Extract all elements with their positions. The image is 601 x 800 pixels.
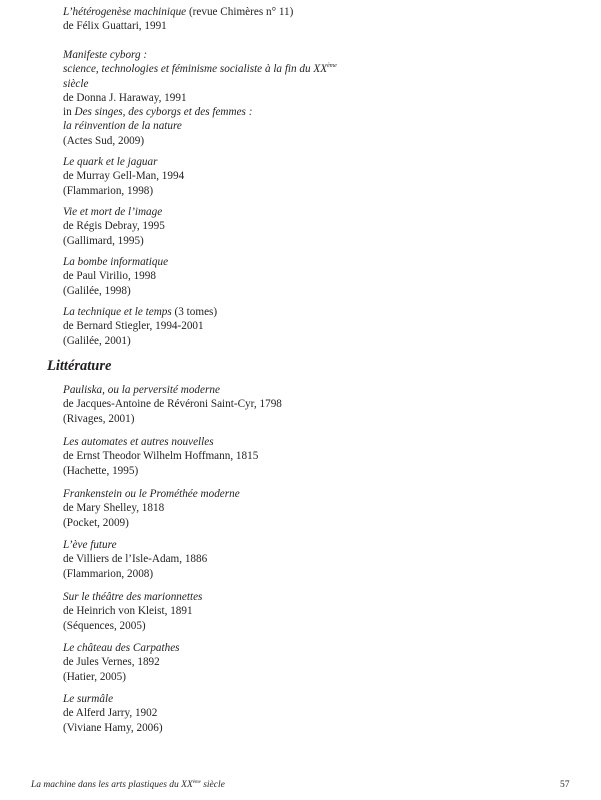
entry-author: de Alferd Jarry, 1902 <box>63 707 158 720</box>
entry-title: Les automates et autres nouvelles <box>63 436 214 448</box>
bibliography-entry-jarry <box>63 692 163 735</box>
bibliography-entry-reveroni <box>63 383 282 426</box>
bibliography-entry-debray <box>63 205 165 248</box>
entry-title: Le surmâle <box>63 693 114 705</box>
bibliography-entry-gell-man <box>63 155 184 198</box>
entry-publisher: (Séquences, 2005) <box>63 619 146 632</box>
entry-title: Le quark et le jaguar <box>63 156 158 168</box>
entry-publisher: (Gallimard, 1995) <box>63 234 144 247</box>
entry-publisher: (Galilée, 1998) <box>63 284 131 297</box>
running-title <box>31 780 225 790</box>
entry-author: de Heinrich von Kleist, 1891 <box>63 605 193 618</box>
entry-subtitle-continued: siècle <box>63 77 89 90</box>
bibliography-entry-guattari <box>63 5 293 34</box>
bibliography-entry-virilio <box>63 255 168 298</box>
entry-publisher: (Actes Sud, 2009) <box>63 134 145 147</box>
bibliography-entry-hoffmann <box>63 435 258 478</box>
entry-author: de Donna J. Haraway, 1991 <box>63 91 187 104</box>
entry-title: L’ève future <box>63 539 117 551</box>
entry-author: de Paul Virilio, 1998 <box>63 270 156 283</box>
running-title-superscript: ème <box>192 780 201 785</box>
entry-title: Pauliska, ou la perversité moderne <box>63 384 220 396</box>
bibliography-entry-haraway <box>63 48 337 148</box>
entry-author: de Régis Debray, 1995 <box>63 220 165 233</box>
entry-author: de Murray Gell-Man, 1994 <box>63 170 185 183</box>
entry-author: de Félix Guattari, 1991 <box>63 20 167 33</box>
entry-title: Manifeste cyborg : <box>63 49 148 61</box>
entry-publisher: (Flammarion, 2008) <box>63 567 154 580</box>
entry-author: de Villiers de l’Isle-Adam, 1886 <box>63 553 208 566</box>
entry-title: La bombe informatique <box>63 256 169 268</box>
bibliography-entry-vernes <box>63 641 180 684</box>
entry-in-title-continued: la réinvention de la nature <box>63 120 182 133</box>
entry-title: Vie et mort de l’image <box>63 206 163 218</box>
bibliography-entry-villiers <box>63 538 207 581</box>
entry-subtitle: science, technologies et féminisme socialiste à la fin du XX <box>63 63 328 76</box>
entry-title: La technique et le temps <box>63 306 172 318</box>
entry-publisher: (Hachette, 1995) <box>63 464 139 477</box>
bibliography-entry-shelley <box>63 487 240 530</box>
entry-subtitle-superscript: ème <box>327 63 337 70</box>
entry-publisher: (Pocket, 2009) <box>63 516 129 529</box>
entry-publisher: (Flammarion, 1998) <box>63 184 154 197</box>
entry-author: de Jacques-Antoine de Révéroni Saint-Cyr, 1798 <box>63 398 282 411</box>
entry-author: de Bernard Stiegler, 1994-2001 <box>63 320 204 333</box>
bibliography-entry-kleist <box>63 590 202 633</box>
entry-note: (revue Chimères n° 11) <box>186 6 294 18</box>
entry-note: (3 tomes) <box>171 306 218 318</box>
entry-publisher: (Hatier, 2005) <box>63 670 126 683</box>
running-title-text-end: siècle <box>200 780 225 790</box>
entry-publisher: (Rivages, 2001) <box>63 412 135 425</box>
entry-title: Sur le théâtre des marionnettes <box>63 591 203 603</box>
page-number: 57 <box>560 780 570 790</box>
entry-in-prefix: in <box>63 106 75 119</box>
entry-in-title: Des singes, des cyborgs et des femmes : <box>74 106 253 119</box>
entry-author: de Mary Shelley, 1818 <box>63 502 165 515</box>
bibliography-entry-stiegler <box>63 305 217 348</box>
section-heading-litterature: Littérature <box>47 358 112 374</box>
entry-author: de Jules Vernes, 1892 <box>63 656 160 669</box>
entry-publisher: (Galilée, 2001) <box>63 334 131 347</box>
entry-title: L’hétérogenèse machinique <box>63 6 187 18</box>
entry-title: Frankenstein ou le Prométhée moderne <box>63 488 240 500</box>
running-title-text: La machine dans les arts plastiques du XX <box>31 780 193 790</box>
entry-author: de Ernst Theodor Wilhelm Hoffmann, 1815 <box>63 450 259 463</box>
entry-title: Le château des Carpathes <box>63 642 180 654</box>
entry-publisher: (Viviane Hamy, 2006) <box>63 721 163 734</box>
